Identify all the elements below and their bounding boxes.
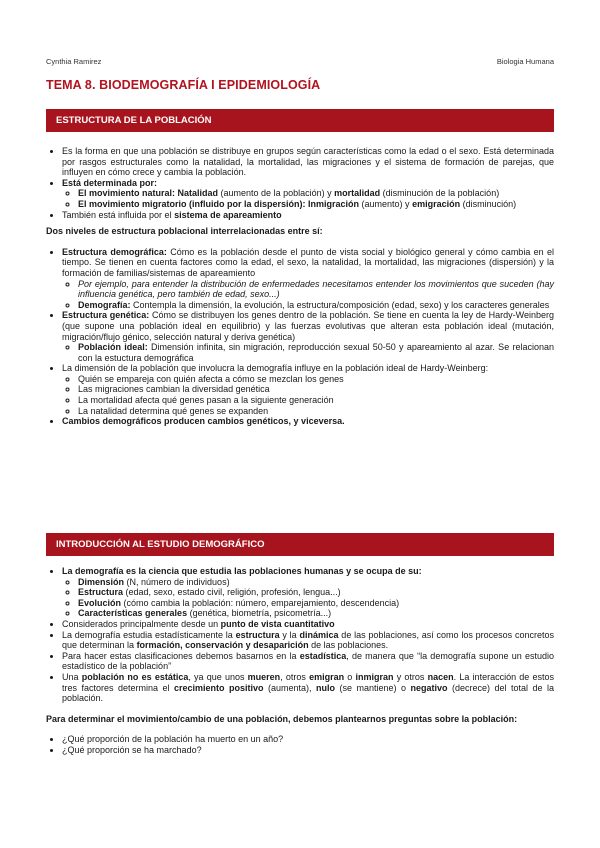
list-item: • La demografía es la ciencia que estudia las poblaciones humanas y se ocupa de su: ◦ Dimensión (N, número de individuos) ◦ Estructura (edad, sexo, estado civil, religión, profesión, lengua...) ◦ Evolución (cómo cambia la población: número, emparejamiento, descendencia) ◦ Características generales (genética, biometría, psicometría...) [62, 566, 554, 619]
list-item: • La demografía estudia estadísticamente la estructura y la dinámica de las poblaciones, así como los procesos concretos que determinan la formación, conservación y desaparición de las poblaciones. [62, 630, 554, 651]
subject-name: Biologia Humana [496, 57, 554, 66]
list-item: ◦ La natalidad determina qué genes se expanden [78, 406, 554, 417]
list-item: ◦ Por ejemplo, para entender la distribución de enfermedades necesitamos entender los movimientos que suceden (hay influencia genética, pero también de edad, sexo...) [78, 279, 554, 300]
list-item: ◦ Estructura (edad, sexo, estado civil, religión, profesión, lengua...) [78, 587, 554, 598]
list-item: • También está influida por el sistema de apareamiento [62, 210, 554, 221]
list-item: • Estructura genética: Cómo se distribuyen los genes dentro de la población. Se tiene en cuenta la ley de Hardy-Weinberg (que supone una población ideal en equilibrio) y las fuerzas evolutivas que alteran esta población ideal (mutación, migración/flujo génico, selección natural y deriva genética) ◦ Población ideal: Dimensión infinita, sin migración, reproducción sexual 50-50 y apareamiento al azar. Se relacionan con la estuctura demográfica [62, 310, 554, 363]
bullet-list [46, 146, 554, 220]
list-item: ◦ Las migraciones cambian la diversidad genética [78, 384, 554, 395]
list-item: • La dimensión de la población que involucra la demografía influye en la población ideal de Hardy-Weinberg: ◦ Quién se empareja con quién afecta a cómo se mezclan los genes ◦ Las migraciones cambian la diversidad genética ◦ La mortalidad afecta qué genes pasan a la siguiente generación ◦ La natalidad determina qué genes se expanden [62, 363, 554, 416]
list-item: • Estructura demográfica: Cómo es la población desde el punto de vista social y biológico general y cómo cambia en el tiempo. Se tienen en cuenta factores como la edad, el sexo, la natalidad, la mortalidad, las migraciones (dispersión) y la formación de familias/sistemas de apareamiento ◦ Por ejemplo, para entender la distribución de enfermedades necesitamos entender los movimientos que suceden (hay influencia genética, pero también de edad, sexo...) ◦ Demografía: Contempla la dimensión, la evolución, la estructura/composición (edad, sexo) y los caracteres generales [62, 247, 554, 311]
section-estructura-body [46, 146, 554, 427]
list-item: ◦ Demografía: Contempla la dimensión, la evolución, la estructura/composición (edad, sexo) y los caracteres generales [78, 300, 554, 311]
bullet-list [46, 247, 554, 427]
bullet-list [46, 566, 554, 704]
list-item: • Una población no es estática, ya que unos mueren, otros emigran o inmigran y otros nacen. La interacción de estos tres factores determina el crecimiento positivo (aumenta), nulo (se mantiene) o negativo (decrece) del total de la población. [62, 672, 554, 704]
section-heading-estructura: ESTRUCTURA DE LA POBLACIÓN [46, 109, 554, 132]
list-item: ◦ Dimensión (N, número de individuos) [78, 577, 554, 588]
list-item: ◦ Quién se empareja con quién afecta a cómo se mezclan los genes [78, 374, 554, 385]
section-heading-introduccion: INTRODUCCIÓN AL ESTUDIO DEMOGRÁFICO [46, 533, 554, 556]
list-item: ◦ Características generales (genética, biometría, psicometría...) [78, 608, 554, 619]
questions-intro: Para determinar el movimiento/cambio de una población, debemos plantearnos preguntas sobre la población: [46, 713, 518, 724]
list-item: • Considerados principalmente desde un punto de vista cuantitativo [62, 619, 554, 630]
section-introduccion-body [46, 566, 554, 756]
list-item: • Es la forma en que una población se distribuye en grupos según características como la edad o el sexo. Está determinada por rasgos estructurales como la natalidad, la mortalidad, las migraciones y el sistema de formación de parejas, que influyen en cómo crece y cambia la población. [62, 146, 554, 178]
list-item: ◦ Evolución (cómo cambia la población: número, emparejamiento, descendencia) [78, 598, 554, 609]
page-header [46, 57, 554, 66]
list-item: • Cambios demográficos producen cambios genéticos, y viceversa. [62, 416, 554, 427]
levels-intro: Dos niveles de estructura poblacional interrelacionadas entre sí: [46, 226, 323, 237]
list-item: • Está determinada por: ◦ El movimiento natural: Natalidad (aumento de la población) y mortalidad (disminución de la población) ◦ El movimiento migratorio (influido por la dispersión): Inmigración (aumento) y emigración (disminución) [62, 178, 554, 210]
list-item: ◦ El movimiento migratorio (influido por la dispersión): Inmigración (aumento) y emigración (disminución) [78, 199, 554, 210]
list-item: ◦ Población ideal: Dimensión infinita, sin migración, reproducción sexual 50-50 y apareamiento al azar. Se relacionan con la estuctura demográfica [78, 342, 554, 363]
list-item: • ¿Qué proporción de la población ha muerto en un año? [62, 734, 554, 745]
list-item: • ¿Qué proporción se ha marchado? [62, 745, 554, 756]
bullet-list [46, 734, 554, 755]
page-title: TEMA 8. BIODEMOGRAFÍA I EPIDEMIOLOGÍA [46, 78, 321, 92]
list-item: ◦ El movimiento natural: Natalidad (aumento de la población) y mortalidad (disminución de la población) [78, 188, 554, 199]
list-item: • Para hacer estas clasificaciones debemos basarnos en la estadística, de manera que “la demografía supone un estudio estadístico de la población” [62, 651, 554, 672]
list-item: ◦ La mortalidad afecta qué genes pasan a la siguiente generación [78, 395, 554, 406]
author-name: Cynthia Ramirez [46, 57, 102, 66]
